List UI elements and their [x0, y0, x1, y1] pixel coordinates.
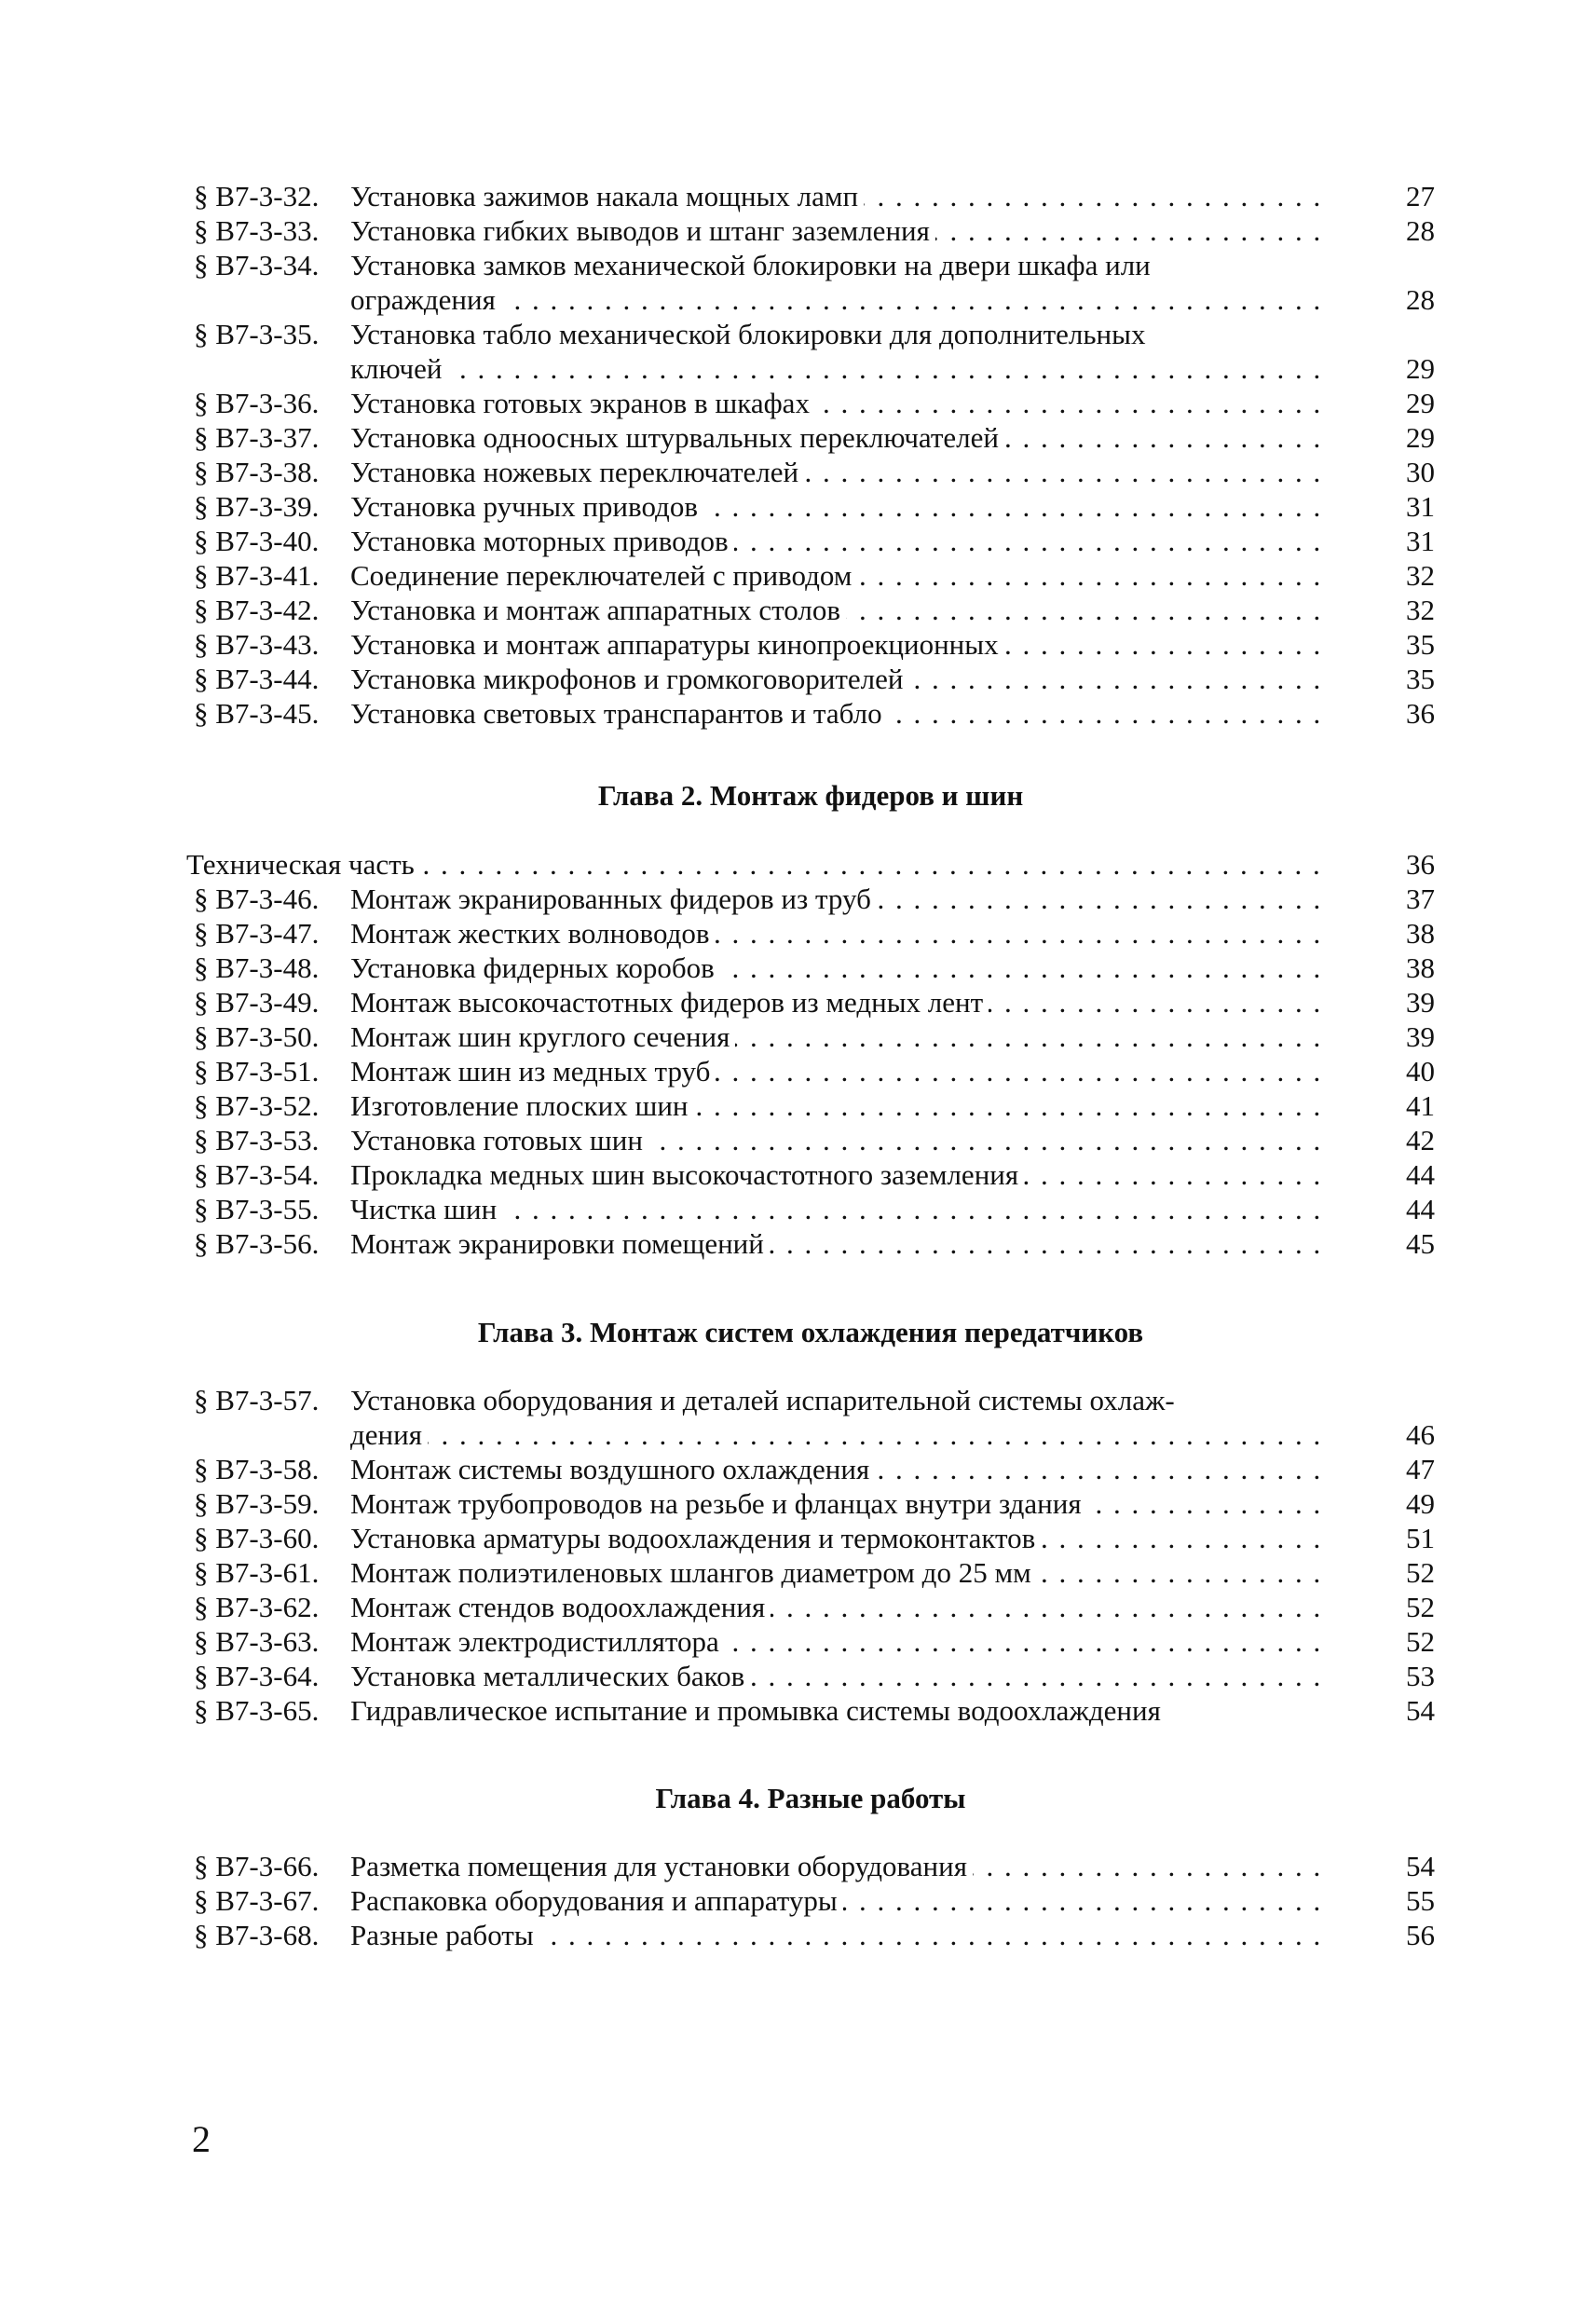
toc-page-number: 30: [1406, 456, 1435, 488]
toc-entry: [186, 1123, 1435, 1157]
toc-page-number: 31: [1406, 525, 1435, 557]
toc-title-with-leader: [350, 1590, 1327, 1624]
toc-title-with-leader: [350, 1019, 1327, 1054]
toc-title: дения: [350, 1418, 428, 1451]
toc-title: Установка металлических баков: [350, 1660, 750, 1692]
toc-entry: [186, 1590, 1435, 1624]
toc-title-with-leader: [350, 282, 1327, 317]
toc-page-number: 28: [1406, 283, 1435, 316]
toc-title-with-leader: [350, 1918, 1327, 1952]
toc-page-number: 38: [1406, 917, 1435, 950]
toc-entry: [186, 455, 1435, 489]
toc-page-number: 41: [1406, 1089, 1435, 1122]
toc-entry: [186, 1883, 1435, 1918]
toc-title: Установка готовых экранов в шкафах: [350, 387, 815, 419]
toc-title-with-leader: [350, 1883, 1327, 1918]
toc-entry: [186, 1383, 1435, 1417]
toc-page-number: 51: [1406, 1522, 1435, 1554]
toc-entry: [186, 248, 1435, 282]
toc-title: Разные работы: [350, 1919, 539, 1951]
toc-title: ключей: [350, 352, 447, 385]
toc-section-number: § B7-3-66.: [194, 1850, 320, 1882]
toc-block-chapter1: [186, 179, 1435, 731]
toc-title-with-leader: [350, 386, 1327, 420]
toc-title-with-leader: [350, 351, 1327, 386]
toc-title-with-leader: [350, 1417, 1327, 1452]
toc-section-number: § B7-3-58.: [194, 1453, 320, 1485]
toc-title: Установка готовых шин: [350, 1124, 648, 1156]
toc-section-number: § B7-3-56.: [194, 1227, 320, 1260]
toc-page-number: 32: [1406, 559, 1435, 592]
toc-section-number: § B7-3-52.: [194, 1089, 320, 1122]
toc-title: Установка табло механической блокировки для дополнительных: [350, 318, 1151, 350]
toc-entry: [186, 558, 1435, 593]
toc-title: Монтаж электродистиллятора: [350, 1625, 725, 1658]
toc-title: Установка и монтаж аппаратных столов: [350, 594, 846, 626]
toc-page-number: 55: [1406, 1884, 1435, 1917]
toc-entry: [186, 179, 1435, 213]
toc-title-with-leader: [350, 1123, 1327, 1157]
toc-title-with-leader: [350, 1486, 1327, 1521]
toc-section-number: § B7-3-38.: [194, 456, 320, 488]
toc-title: Прокладка медных шин высокочастотного заземления: [350, 1158, 1024, 1191]
toc-section-number: § B7-3-62.: [194, 1591, 320, 1623]
toc-page-number: 53: [1406, 1660, 1435, 1692]
toc-entry: [186, 1019, 1435, 1054]
toc-title-with-leader: [350, 420, 1327, 455]
toc-section-number: § B7-3-44.: [194, 663, 320, 695]
toc-entry: [186, 1088, 1435, 1123]
toc-page-number: 42: [1406, 1124, 1435, 1156]
toc-entry: [186, 951, 1435, 985]
toc-block-chapter2: [186, 847, 1435, 1261]
toc-page-number: 27: [1406, 180, 1435, 212]
toc-title: Установка оборудования и деталей испарительной системы охлаж-: [350, 1384, 1180, 1416]
toc-title: Установка гибких выводов и штанг заземления: [350, 214, 935, 247]
chapter-heading-2: Глава 2. Монтаж фидеров и шин: [597, 779, 1024, 812]
toc-entry: [186, 1226, 1435, 1261]
toc-title-with-leader: [350, 1054, 1327, 1088]
toc-block-chapter3: [186, 1383, 1435, 1728]
toc-title: Монтаж шин из медных труб: [350, 1055, 716, 1088]
toc-title-with-leader: [350, 1452, 1327, 1486]
toc-section-number: § B7-3-50.: [194, 1020, 320, 1053]
toc-page-number: 54: [1406, 1694, 1435, 1727]
toc-page-number: 56: [1406, 1919, 1435, 1951]
toc-title: Монтаж высокочастотных фидеров из медных лент: [350, 986, 989, 1019]
toc-page-number: 54: [1406, 1850, 1435, 1882]
toc-entry: [186, 1521, 1435, 1555]
toc-entry: [186, 213, 1435, 248]
toc-title-with-leader: [350, 524, 1327, 558]
toc-title: Установка зажимов накала мощных ламп: [350, 180, 864, 212]
toc-title: Монтаж полиэтиленовых шлангов диаметром до 25 мм: [350, 1556, 1037, 1589]
toc-page-number: 28: [1406, 214, 1435, 247]
toc-page-number: 31: [1406, 490, 1435, 523]
toc-page-number: 32: [1406, 594, 1435, 626]
toc-entry: [186, 1693, 1435, 1728]
toc-page-number: 47: [1406, 1453, 1435, 1485]
toc-entry: [186, 420, 1435, 455]
toc-section-number: § B7-3-37.: [194, 421, 320, 454]
toc-title: Монтаж стендов водоохлаждения: [350, 1591, 771, 1623]
toc-title: Соединение переключателей с приводом: [350, 559, 857, 592]
toc-page-number: 40: [1406, 1055, 1435, 1088]
toc-entry: [186, 1849, 1435, 1883]
toc-page-number: 39: [1406, 1020, 1435, 1053]
toc-page-number: 29: [1406, 352, 1435, 385]
toc-section-number: § B7-3-45.: [194, 697, 320, 730]
toc-title: Распаковка оборудования и аппаратуры: [350, 1884, 843, 1917]
toc-page-number: 44: [1406, 1193, 1435, 1225]
toc-page-number: 52: [1406, 1591, 1435, 1623]
toc-entry: [186, 386, 1435, 420]
toc-title-with-leader: [350, 1624, 1327, 1659]
toc-title: Монтаж шин круглого сечения: [350, 1020, 735, 1053]
toc-title: Установка замков механической блокировки на двери шкафа или: [350, 249, 1156, 281]
toc-entry: [186, 985, 1435, 1019]
toc-title-with-leader: [350, 1521, 1327, 1555]
toc-title: Установка микрофонов и громкоговорителей: [350, 663, 908, 695]
toc-title: Монтаж системы воздушного охлаждения: [350, 1453, 875, 1485]
toc-title: Монтаж трубопроводов на резьбе и фланцах внутри здания: [350, 1487, 1087, 1520]
toc-title-with-leader: [350, 985, 1327, 1019]
toc-title-with-leader: [350, 1849, 1327, 1883]
toc-title-with-leader: [350, 696, 1327, 731]
toc-entry: [186, 1192, 1435, 1226]
toc-entry: [186, 593, 1435, 627]
toc-section-number: § B7-3-67.: [194, 1884, 320, 1917]
toc-section-number: § B7-3-51.: [194, 1055, 320, 1088]
toc-title-with-leader: [350, 627, 1327, 662]
toc-entry: [186, 916, 1435, 951]
toc-entry: [186, 1659, 1435, 1693]
toc-title: Монтаж экранированных фидеров из труб: [350, 882, 877, 915]
toc-entry: [186, 1918, 1435, 1952]
toc-section-number: § B7-3-64.: [194, 1660, 320, 1692]
toc-section-number: § B7-3-60.: [194, 1522, 320, 1554]
toc-page-number: 39: [1406, 986, 1435, 1019]
toc-title-with-leader: [350, 317, 1327, 351]
toc-entry: [186, 1054, 1435, 1088]
toc-entry: [186, 662, 1435, 696]
toc-section-number: § B7-3-68.: [194, 1919, 320, 1951]
toc-entry: [186, 351, 1435, 386]
toc-section-number: § B7-3-54.: [194, 1158, 320, 1191]
toc-title-with-leader: [350, 1226, 1327, 1261]
toc-section-number: § B7-3-32.: [194, 180, 320, 212]
toc-page-number: 35: [1406, 663, 1435, 695]
toc-entry: [186, 696, 1435, 731]
toc-title: Установка и монтаж аппаратуры кинопроекционных: [350, 628, 1004, 661]
toc-page-number: 29: [1406, 387, 1435, 419]
toc-title-with-leader: [350, 1383, 1327, 1417]
toc-section-number: § B7-3-65.: [194, 1694, 320, 1727]
toc-entry: [186, 1555, 1435, 1590]
toc-section-number: § B7-3-53.: [194, 1124, 320, 1156]
toc-title: Монтаж экранировки помещений: [350, 1227, 770, 1260]
toc-page-number: 49: [1406, 1487, 1435, 1520]
toc-title-with-leader: [350, 179, 1327, 213]
toc-title-with-leader: [350, 455, 1327, 489]
toc-section-number: § B7-3-33.: [194, 214, 320, 247]
toc-title: Установка фидерных коробов: [350, 951, 720, 984]
toc-title-with-leader: [350, 489, 1327, 524]
toc-title: Установка ножевых переключателей: [350, 456, 804, 488]
toc-title-with-leader: [350, 1693, 1327, 1728]
page-number: 2: [192, 2118, 211, 2160]
toc-title: Установка световых транспарантов и табло: [350, 697, 888, 730]
toc-title: Гидравлическое испытание и промывка системы водоохлаждения: [350, 1694, 1166, 1727]
toc-title: Разметка помещения для установки оборудования: [350, 1850, 973, 1882]
toc-section-number: § B7-3-61.: [194, 1556, 320, 1589]
toc-entry: [186, 1486, 1435, 1521]
toc-title: Установка моторных приводов: [350, 525, 734, 557]
chapter-heading-4: Глава 4. Разные работы: [655, 1782, 966, 1814]
toc-section-number: § B7-3-63.: [194, 1625, 320, 1658]
toc-page-number: 46: [1406, 1418, 1435, 1451]
toc-entry: [186, 627, 1435, 662]
toc-section-number: § B7-3-41.: [194, 559, 320, 592]
toc-title: Изготовление плоских шин: [350, 1089, 694, 1122]
toc-page-number: 45: [1406, 1227, 1435, 1260]
toc-title-with-leader: [350, 1088, 1327, 1123]
toc-section-number: § B7-3-40.: [194, 525, 320, 557]
toc-title-with-leader: [350, 593, 1327, 627]
toc-title: Установка арматуры водоохлаждения и термоконтактов: [350, 1522, 1041, 1554]
toc-title-with-leader: [350, 882, 1327, 916]
toc-page-number: 36: [1406, 848, 1435, 881]
toc-section-number: § B7-3-43.: [194, 628, 320, 661]
toc-title-with-leader: [350, 951, 1327, 985]
toc-entry: [186, 882, 1435, 916]
toc-section-number: § B7-3-57.: [194, 1384, 320, 1416]
toc-title: Чистка шин: [350, 1193, 502, 1225]
toc-entry: [186, 1452, 1435, 1486]
toc-title-with-leader: [350, 248, 1327, 282]
toc-title: Установка одноосных штурвальных переключателей: [350, 421, 1004, 454]
toc-entry: [186, 1417, 1435, 1452]
chapter-heading-3: Глава 3. Монтаж систем охлаждения передатчиков: [477, 1316, 1144, 1348]
toc-section-number: § B7-3-39.: [194, 490, 320, 523]
toc-section-number: § B7-3-35.: [194, 318, 320, 350]
toc-section-number: § B7-3-42.: [194, 594, 320, 626]
toc-page-number: 52: [1406, 1556, 1435, 1589]
toc-entry: [186, 489, 1435, 524]
toc-page-number: 35: [1406, 628, 1435, 661]
toc-section-number: § B7-3-59.: [194, 1487, 320, 1520]
toc-title-with-leader: [350, 1555, 1327, 1590]
toc-title: ограждения: [350, 283, 501, 316]
toc-title-with-leader: [350, 213, 1327, 248]
toc-title: Установка ручных приводов: [350, 490, 703, 523]
toc-page-number: 29: [1406, 421, 1435, 454]
toc-title: Техническая часть: [186, 848, 420, 881]
toc-page-number: 36: [1406, 697, 1435, 730]
toc-entry: [186, 1624, 1435, 1659]
toc-entry: [186, 847, 1435, 882]
toc-title-with-leader: [350, 1157, 1327, 1192]
toc-entry: [186, 1157, 1435, 1192]
toc-section-number: § B7-3-49.: [194, 986, 320, 1019]
toc-section-number: § B7-3-46.: [194, 882, 320, 915]
toc-page-number: 44: [1406, 1158, 1435, 1191]
toc-title-with-leader: [350, 558, 1327, 593]
toc-page-number: 37: [1406, 882, 1435, 915]
toc-section-number: § B7-3-48.: [194, 951, 320, 984]
toc-title-with-leader: [350, 916, 1327, 951]
toc-title: Монтаж жестких волноводов: [350, 917, 716, 950]
toc-title-with-leader: [186, 847, 1327, 882]
toc-title-with-leader: [350, 662, 1327, 696]
toc-title-with-leader: [350, 1659, 1327, 1693]
toc-block-chapter4: [186, 1849, 1435, 1952]
toc-page-number: 38: [1406, 951, 1435, 984]
toc-section-number: § B7-3-34.: [194, 249, 320, 281]
toc-entry: [186, 317, 1435, 351]
toc-entry: [186, 524, 1435, 558]
toc-section-number: § B7-3-55.: [194, 1193, 320, 1225]
toc-page-number: 52: [1406, 1625, 1435, 1658]
toc-section-number: § B7-3-36.: [194, 387, 320, 419]
toc-entry: [186, 282, 1435, 317]
toc-section-number: § B7-3-47.: [194, 917, 320, 950]
toc-title-with-leader: [350, 1192, 1327, 1226]
